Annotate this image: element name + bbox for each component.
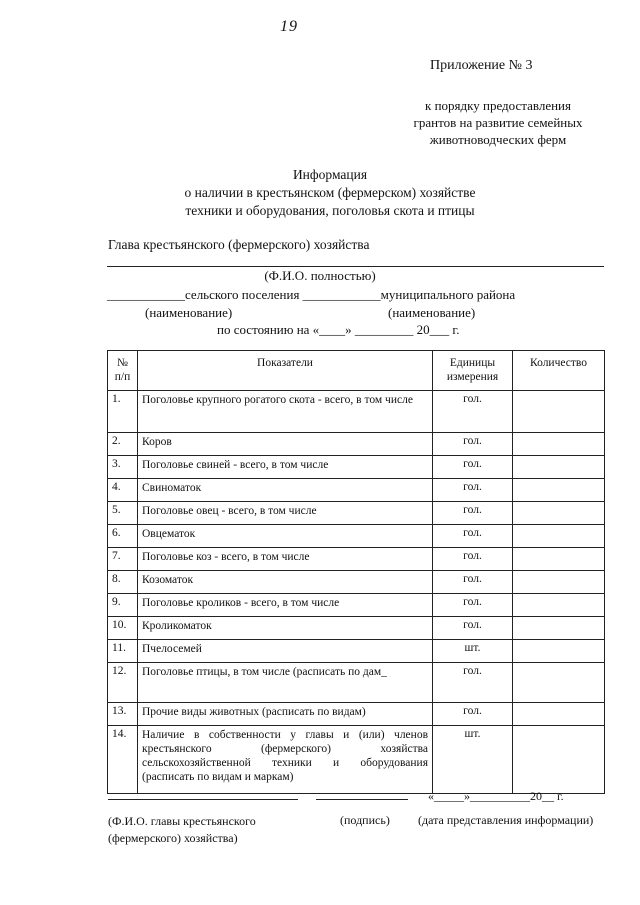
row-qty[interactable]: [513, 456, 605, 479]
date-fill-line: «_____»__________20__ г.: [428, 789, 564, 803]
row-unit: гол.: [433, 479, 513, 502]
signature-caption: (подпись): [340, 813, 390, 827]
row-num: 1.: [108, 391, 138, 433]
row-num: 2.: [108, 433, 138, 456]
table-row: [108, 525, 605, 548]
fio-head-underline: [108, 799, 298, 800]
table-row: [108, 548, 605, 571]
settlement-line: ____________сельского поселения ____________муниципального района: [107, 287, 516, 302]
row-indicator: Козоматок: [138, 571, 433, 594]
row-qty[interactable]: [513, 548, 605, 571]
table-row: [108, 703, 605, 726]
livestock-table: [107, 350, 605, 794]
table-header-row: [108, 351, 605, 391]
appendix-label: Приложение № 3: [430, 58, 533, 73]
row-unit: шт.: [433, 640, 513, 663]
row-num: 11.: [108, 640, 138, 663]
fio-underline: [107, 266, 604, 267]
row-num: 9.: [108, 594, 138, 617]
date-caption: (дата представления информации): [418, 813, 594, 827]
basis-line: к порядку предоставления: [425, 98, 571, 113]
row-qty[interactable]: [513, 525, 605, 548]
row-unit: гол.: [433, 594, 513, 617]
row-unit: шт.: [433, 726, 513, 794]
signature-underline: [316, 799, 408, 800]
row-num: 13.: [108, 703, 138, 726]
fio-head-caption: (Ф.И.О. главы крестьянского (фермерского) хозяйства): [108, 814, 256, 845]
row-qty[interactable]: [513, 571, 605, 594]
table-row: [108, 594, 605, 617]
head-of-farm-label: Глава крестьянского (фермерского) хозяйства: [108, 237, 370, 252]
header-unit: Единицы измерения: [433, 351, 513, 391]
row-qty[interactable]: [513, 433, 605, 456]
row-unit: гол.: [433, 703, 513, 726]
fio-caption: (Ф.И.О. полностью): [264, 268, 376, 283]
row-num: 3.: [108, 456, 138, 479]
document-title: [150, 166, 510, 220]
table-row: [108, 502, 605, 525]
basis-line: грантов на развитие семейных: [413, 115, 583, 130]
row-num: 10.: [108, 617, 138, 640]
row-indicator: Поголовье птицы, в том числе (расписать по дам_: [138, 663, 433, 703]
row-indicator: Поголовье свиней - всего, в том числе: [138, 456, 433, 479]
row-qty[interactable]: [513, 617, 605, 640]
table-row: [108, 726, 605, 794]
row-indicator: Овцематок: [138, 525, 433, 548]
table-row: [108, 640, 605, 663]
title-line: о наличии в крестьянском (фермерском) хозяйстве: [184, 185, 476, 200]
row-indicator: Прочие виды животных (расписать по видам): [138, 703, 433, 726]
row-num: 6.: [108, 525, 138, 548]
row-unit: гол.: [433, 433, 513, 456]
row-unit: гол.: [433, 617, 513, 640]
table-row: [108, 617, 605, 640]
row-indicator: Пчелосемей: [138, 640, 433, 663]
row-qty[interactable]: [513, 479, 605, 502]
row-unit: гол.: [433, 525, 513, 548]
row-unit: гол.: [433, 502, 513, 525]
row-num: 7.: [108, 548, 138, 571]
row-qty[interactable]: [513, 640, 605, 663]
as-of-date-line: по состоянию на «____» _________ 20___ г.: [217, 322, 460, 337]
row-qty[interactable]: [513, 663, 605, 703]
row-indicator: Кроликоматок: [138, 617, 433, 640]
row-qty[interactable]: [513, 391, 605, 433]
row-qty[interactable]: [513, 726, 605, 794]
row-num: 4.: [108, 479, 138, 502]
row-num: 5.: [108, 502, 138, 525]
basis-line: животноводческих ферм: [429, 132, 567, 147]
row-qty[interactable]: [513, 502, 605, 525]
header-num: № п/п: [108, 351, 138, 391]
table-row: [108, 456, 605, 479]
row-indicator: Поголовье крупного рогатого скота - всего, в том числе: [138, 391, 433, 433]
table-row: [108, 571, 605, 594]
row-qty[interactable]: [513, 594, 605, 617]
appendix-basis: [388, 97, 608, 148]
row-qty[interactable]: [513, 703, 605, 726]
row-indicator: Поголовье коз - всего, в том числе: [138, 548, 433, 571]
row-num: 12.: [108, 663, 138, 703]
header-indicator: Показатели: [138, 351, 433, 391]
row-unit: гол.: [433, 571, 513, 594]
page-number: 19: [280, 18, 298, 35]
row-indicator: Наличие в собственности у главы и (или) членов крестьянского (фермерского) хозяйства сельскохозяйственной техники и оборудования (расписать по видам и маркам): [138, 726, 433, 794]
row-indicator: Поголовье кроликов - всего, в том числе: [138, 594, 433, 617]
row-unit: гол.: [433, 456, 513, 479]
title-line: Информация: [292, 167, 368, 182]
header-qty: Количество: [513, 351, 605, 391]
row-unit: гол.: [433, 663, 513, 703]
row-unit: гол.: [433, 391, 513, 433]
row-indicator: Коров: [138, 433, 433, 456]
row-indicator: Свиноматок: [138, 479, 433, 502]
table-row: [108, 391, 605, 433]
row-num: 14.: [108, 726, 138, 794]
table-row: [108, 479, 605, 502]
title-line: техники и оборудования, поголовья скота и птицы: [185, 203, 475, 218]
table-row: [108, 663, 605, 703]
row-indicator: Поголовье овец - всего, в том числе: [138, 502, 433, 525]
row-unit: гол.: [433, 548, 513, 571]
table-row: [108, 433, 605, 456]
district-caption: (наименование): [388, 305, 476, 320]
settlement-caption: (наименование): [145, 305, 233, 320]
row-num: 8.: [108, 571, 138, 594]
